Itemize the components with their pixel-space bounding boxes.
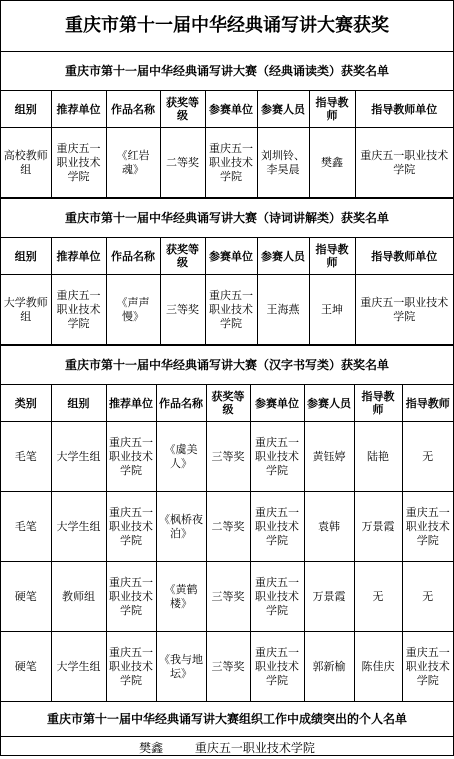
cell: 重庆五一职业技术学院	[355, 275, 453, 345]
header-cell: 指导教师单位	[355, 238, 453, 275]
header-cell: 推荐单位	[51, 91, 106, 128]
individual-name: 樊鑫	[139, 741, 164, 755]
header-cell: 组别	[51, 385, 106, 422]
table-row	[1, 275, 453, 345]
header-cell: 参赛人员	[304, 385, 354, 422]
header-cell: 推荐单位	[106, 385, 156, 422]
cell: 三等奖	[160, 275, 205, 345]
header-cell: 指导教师	[402, 385, 453, 422]
section1-title: 重庆市第十一届中华经典诵写讲大赛（经典诵读类）获奖名单	[1, 52, 453, 91]
cell: 毛笔	[1, 492, 51, 562]
cell: 二等奖	[206, 492, 250, 562]
section2-table	[1, 198, 453, 345]
cell: 《黄鹤楼》	[156, 562, 206, 632]
cell: 重庆五一职业技术学院	[205, 128, 257, 198]
cell: 重庆五一职业技术学院	[205, 275, 257, 345]
cell: 大学生组	[51, 492, 106, 562]
section3-title: 重庆市第十一届中华经典诵写讲大赛（汉字书写类）获奖名单	[1, 346, 453, 385]
header-cell: 指导教师	[309, 91, 355, 128]
section3-table	[1, 345, 453, 702]
header-cell: 参赛人员	[257, 238, 309, 275]
header-cell: 作品名称	[106, 91, 160, 128]
cell: 大学生组	[51, 632, 106, 702]
cell: 王海燕	[257, 275, 309, 345]
header-cell: 类别	[1, 385, 51, 422]
cell: 重庆五一职业技术学院	[402, 632, 453, 702]
header-cell: 指导教师	[309, 238, 355, 275]
cell: 《红岩魂》	[106, 128, 160, 198]
cell: 无	[354, 562, 402, 632]
header-cell: 参赛单位	[205, 91, 257, 128]
cell: 万景霞	[304, 562, 354, 632]
cell: 硬笔	[1, 562, 51, 632]
cell: 《声声慢》	[106, 275, 160, 345]
cell: 陆艳	[354, 422, 402, 492]
cell: 重庆五一职业技术学院	[106, 422, 156, 492]
section2-title: 重庆市第十一届中华经典诵写讲大赛（诗词讲解类）获奖名单	[1, 199, 453, 238]
cell: 重庆五一职业技术学院	[51, 275, 106, 345]
cell: 重庆五一职业技术学院	[106, 632, 156, 702]
cell: 樊鑫	[309, 128, 355, 198]
cell: 无	[402, 422, 453, 492]
cell: 三等奖	[206, 422, 250, 492]
cell: 大学生组	[51, 422, 106, 492]
cell: 教师组	[51, 562, 106, 632]
cell: 毛笔	[1, 422, 51, 492]
header-cell: 指导教师	[354, 385, 402, 422]
cell: 重庆五一职业技术学院	[51, 128, 106, 198]
table-row	[1, 128, 453, 198]
cell: 二等奖	[160, 128, 205, 198]
cell: 《枫桥夜泊》	[156, 492, 206, 562]
cell: 《虞美人》	[156, 422, 206, 492]
cell: 郭新榆	[304, 632, 354, 702]
cell: 大学教师组	[1, 275, 51, 345]
cell: 重庆五一职业技术学院	[250, 562, 304, 632]
header-cell: 获奖等级	[206, 385, 250, 422]
cell: 重庆五一职业技术学院	[250, 632, 304, 702]
header-cell: 参赛人员	[257, 91, 309, 128]
header-cell: 作品名称	[106, 238, 160, 275]
cell: 重庆五一职业技术学院	[250, 422, 304, 492]
outstanding-individuals-title: 重庆市第十一届中华经典诵写讲大赛组织工作中成绩突出的个人名单	[1, 702, 453, 737]
cell: 重庆五一职业技术学院	[106, 562, 156, 632]
cell: 黄钰婷	[304, 422, 354, 492]
cell: 重庆五一职业技术学院	[402, 492, 453, 562]
cell: 重庆五一职业技术学院	[106, 492, 156, 562]
table-row	[1, 562, 453, 632]
cell: 三等奖	[206, 562, 250, 632]
cell: 《我与地坛》	[156, 632, 206, 702]
header-cell: 获奖等级	[160, 91, 205, 128]
cell: 刘圳铃、李昊晨	[257, 128, 309, 198]
section1-table	[1, 52, 453, 198]
cell: 万景霞	[354, 492, 402, 562]
individual-unit: 重庆五一职业技术学院	[194, 741, 315, 755]
page-title: 重庆市第十一届中华经典诵写讲大赛获奖	[1, 1, 453, 52]
header-cell: 参赛单位	[250, 385, 304, 422]
cell: 王坤	[309, 275, 355, 345]
header-cell: 组别	[1, 91, 51, 128]
header-cell: 组别	[1, 238, 51, 275]
header-cell: 作品名称	[156, 385, 206, 422]
cell: 高校教师组	[1, 128, 51, 198]
table-row	[1, 492, 453, 562]
header-cell: 参赛单位	[205, 238, 257, 275]
cell: 硬笔	[1, 632, 51, 702]
table-row	[1, 632, 453, 702]
header-cell: 推荐单位	[51, 238, 106, 275]
cell: 重庆五一职业技术学院	[355, 128, 453, 198]
header-cell: 获奖等级	[160, 238, 205, 275]
cell: 重庆五一职业技术学院	[250, 492, 304, 562]
cell: 三等奖	[206, 632, 250, 702]
cell: 无	[402, 562, 453, 632]
cell: 陈佳庆	[354, 632, 402, 702]
table-row	[1, 422, 453, 492]
header-cell: 指导教师单位	[355, 91, 453, 128]
cell: 袁韩	[304, 492, 354, 562]
